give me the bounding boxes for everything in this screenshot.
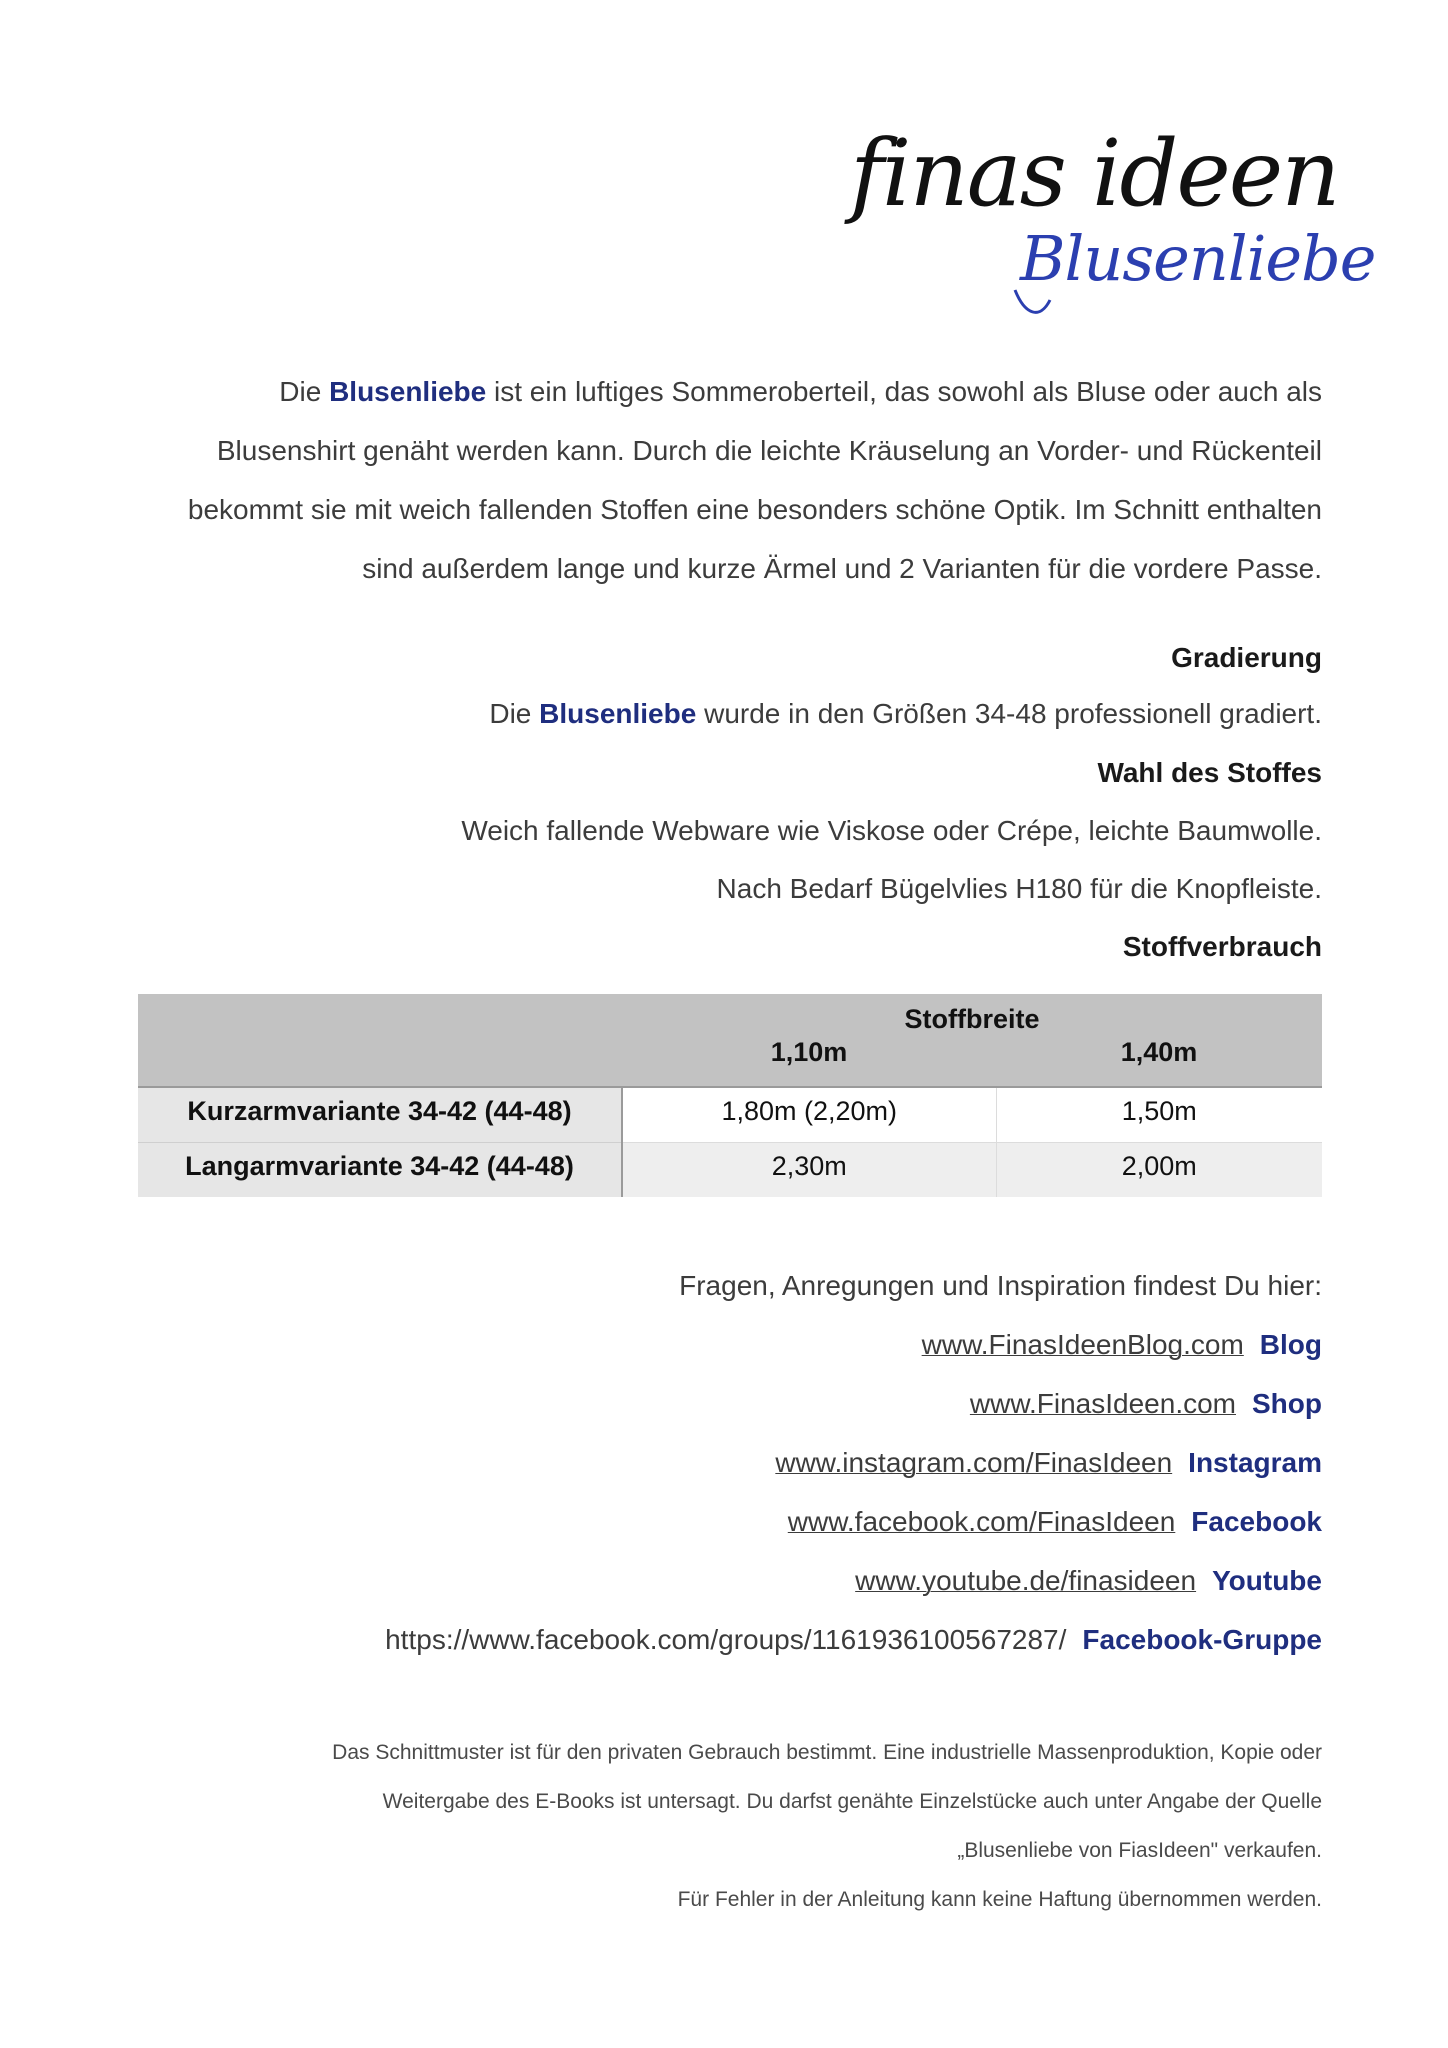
table-row [138, 1142, 1322, 1197]
link-label: Facebook [1191, 1506, 1322, 1537]
links-section [385, 1256, 1322, 1669]
link-url[interactable]: www.facebook.com/FinasIdeen [787, 1506, 1176, 1537]
link-facebook [385, 1492, 1322, 1551]
link-youtube [385, 1551, 1322, 1610]
table-col1-header: 1,10m [622, 1035, 996, 1087]
link-label: Shop [1252, 1388, 1322, 1419]
intro-text: ist ein luftiges Sommeroberteil, das sowohl als Bluse oder auch als Blusenshirt genäht werden kann. Durch die leichte Kräuselung an Vorder- und Rückenteil bekommt sie mit weich fallenden Stoffen eine besonders schöne Optik. Im Schnitt enthalten sind außerdem lange und kurze Ärmel und 2 Varianten für die vordere Passe. [187, 376, 1322, 584]
intro-brand: Blusenliebe [329, 376, 487, 407]
disclaimer [332, 1728, 1322, 1924]
gradierung-brand: Blusenliebe [539, 698, 697, 729]
table-group-header [622, 994, 1322, 1035]
link-label: Youtube [1212, 1565, 1322, 1596]
stoff-line1: Weich fallende Webware wie Viskose oder Crépe, leichte Baumwolle. [461, 815, 1322, 846]
disclaimer-line: „Blusenliebe von FiasIdeen" verkaufen. [957, 1839, 1322, 1862]
disclaimer-line: Weitergabe des E-Books ist untersagt. Du darfst genähte Einzelstücke auch unter Angabe der Quelle [382, 1790, 1322, 1813]
table-row-label: Kurzarmvariante 34-42 (44-48) [138, 1087, 622, 1142]
intro-prefix: Die [279, 376, 330, 407]
gradierung-prefix: Die [489, 698, 540, 729]
link-url[interactable]: https://www.facebook.com/groups/1161936100567287/ [385, 1624, 1067, 1655]
table-header-row [138, 994, 1322, 1035]
link-label: Blog [1259, 1329, 1322, 1360]
disclaimer-line: Für Fehler in der Anleitung kann keine Haftung übernommen werden. [677, 1888, 1322, 1911]
link-url[interactable]: www.instagram.com/FinasIdeen [775, 1447, 1173, 1478]
link-facebook-group [385, 1610, 1322, 1669]
table-subheader-row [138, 1035, 1322, 1087]
logo-graphic [840, 95, 1376, 335]
table-col2-header: 1,40m [996, 1035, 1322, 1087]
link-label: Facebook-Gruppe [1082, 1624, 1322, 1655]
link-url[interactable]: www.FinasIdeen.com [969, 1388, 1236, 1419]
link-url[interactable]: www.FinasIdeenBlog.com [921, 1329, 1244, 1360]
stoffverbrauch-table [138, 994, 1322, 1197]
link-label: Instagram [1188, 1447, 1322, 1478]
links-intro: Fragen, Anregungen und Inspiration findest Du hier: [679, 1270, 1322, 1301]
table-cell: 1,50m [996, 1087, 1322, 1142]
stoff-line2: Nach Bedarf Bügelvlies H180 für die Knopfleiste. [716, 873, 1322, 904]
gradierung-section [489, 630, 1322, 742]
gradierung-heading: Gradierung [1171, 642, 1322, 673]
table-group-header-label: Stoffbreite [904, 1004, 1040, 1034]
table-row-label: Langarmvariante 34-42 (44-48) [138, 1142, 622, 1197]
table-subheader-empty [138, 1035, 622, 1087]
link-instagram [385, 1433, 1322, 1492]
link-blog [385, 1315, 1322, 1374]
table-cell: 2,00m [996, 1142, 1322, 1197]
verbrauch-heading: Stoffverbrauch [1122, 931, 1322, 962]
brand-logo [840, 95, 1376, 335]
stoff-heading: Wahl des Stoffes [1097, 757, 1322, 788]
table-cell: 2,30m [622, 1142, 996, 1197]
gradierung-text [489, 686, 1322, 742]
table-row [138, 1087, 1322, 1142]
intro-paragraph [140, 362, 1322, 598]
table-header-empty [138, 994, 622, 1035]
disclaimer-line: Das Schnittmuster ist für den privaten Gebrauch bestimmt. Eine industrielle Massenproduktion, Kopie oder [332, 1741, 1322, 1764]
link-shop [385, 1374, 1322, 1433]
logo-line2: Blusenliebe [1020, 222, 1376, 295]
stoff-section [461, 744, 1322, 976]
gradierung-body: wurde in den Größen 34-48 professionell gradiert. [696, 698, 1322, 729]
logo-line1: finas ideen [850, 120, 1339, 227]
table-cell: 1,80m (2,20m) [622, 1087, 996, 1142]
link-url[interactable]: www.youtube.de/finasideen [855, 1565, 1197, 1596]
